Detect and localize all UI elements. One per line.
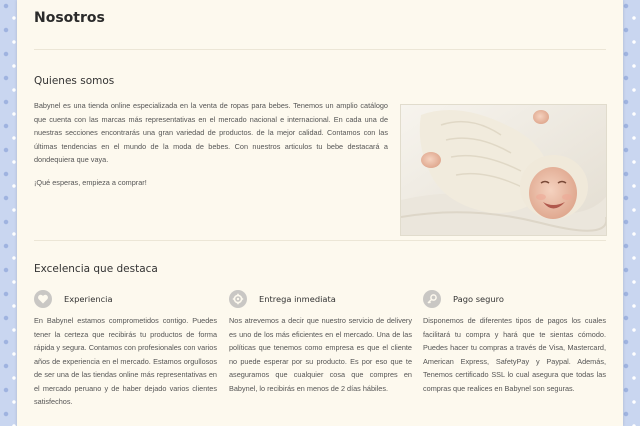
feature-text: Nos atrevemos a decir que nuestro servicio de delivery es uno de los más eficientes en el mercado. Una de las políticas que tenemos como empresa es que el cliente no puede esperar por su producto. Es por eso que te aseguramos que cualquier cosa que compres en Babynel, lo recibirás en menos de 2 días hábiles. (229, 316, 412, 393)
feature-title: Pago seguro (453, 294, 504, 304)
excellence-heading: Excelencia que destaca (34, 263, 158, 275)
feature-text: En Babynel estamos comprometidos contigo. Puedes tener la certeza que recibirás tu productos de forma rápida y segura. Contamos con profesionales con varios años de experiencia en el mercado. Estamos orgullosos de ser una de las tiendas online más representativas en el mercado peruano y de haber dejado varios clientes satisfechos. (34, 316, 217, 406)
feature-text: Disponemos de diferentes tipos de pagos los cuales facilitará tu compra y hará que te sientas cómodo. Puedes hacer tu compras a través de Visa, Mastercard, American Express, SafetyPay y Paypal. Además, Tenemos certificado SSL lo cual asegura que todas las compras que realices en Babynel son seguras. (423, 316, 606, 393)
gear-icon (229, 290, 247, 308)
about-cta: ¡Qué esperas, empieza a comprar! (34, 178, 147, 187)
key-icon (423, 290, 441, 308)
feature-title: Experiencia (64, 294, 113, 304)
baby-photo-illustration (401, 105, 606, 235)
page-title: Nosotros (34, 10, 105, 26)
content-panel (17, 0, 623, 426)
baby-photo (400, 104, 607, 236)
heart-icon (34, 290, 52, 308)
about-heading: Quienes somos (34, 75, 115, 87)
divider (34, 240, 606, 241)
divider (34, 49, 606, 50)
feature-title: Entrega inmediata (259, 294, 336, 304)
about-paragraph: Babynel es una tienda online especializada en la venta de ropas para bebes. Tenemos un amplio catálogo que cuenta con las marcas más representativas en el mercado nacional e internacional. En cada una de nuestras secciones encontrarás una gran variedad de productos. de la mejor calidad. Contamos con las últimas tendencias en el mundo de la moda de bebes. Con nuestros articulos tu bebe destacará a dondequiera que vaya. (34, 101, 388, 164)
